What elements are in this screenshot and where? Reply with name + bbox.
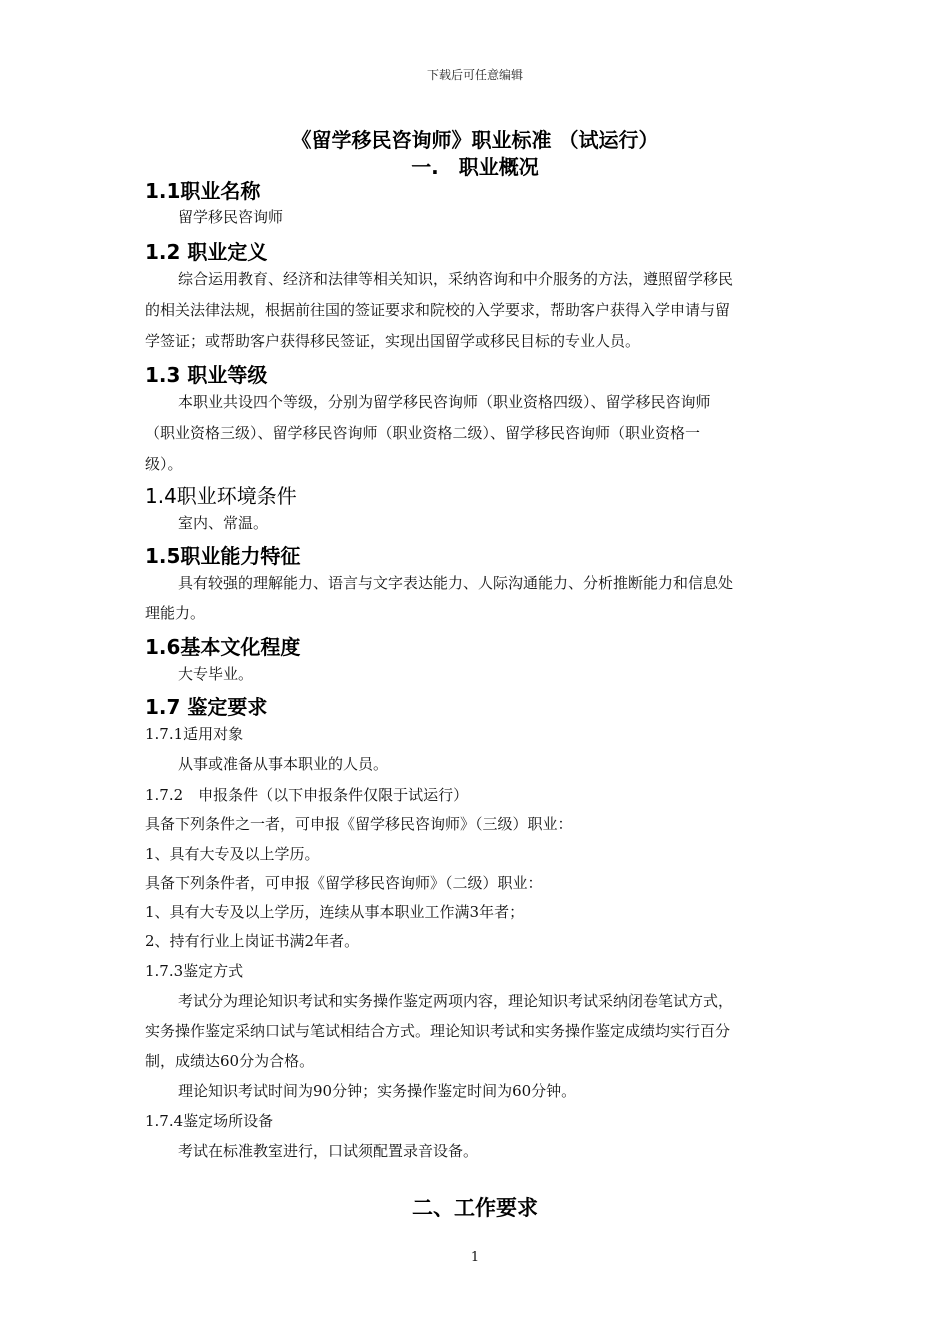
heading-1-7-1: 1.7.1适用对象	[145, 725, 244, 743]
paragraph-line: 学签证；或帮助客户获得移民签证，实现出国留学或移民目标的专业人员。	[145, 332, 641, 350]
heading-1-6: 1.6基本文化程度	[145, 635, 301, 659]
heading-1-3: 1.3 职业等级	[145, 363, 268, 387]
paragraph-line: 本职业共设四个等级，分别为留学移民咨询师（职业资格四级）、留学移民咨询师	[178, 393, 711, 411]
heading-1-5: 1.5职业能力特征	[145, 544, 301, 568]
heading-1-2: 1.2 职业定义	[145, 240, 268, 264]
heading-1-1: 1.1职业名称	[145, 179, 261, 203]
page-header: 下载后可任意编辑	[426, 68, 523, 82]
paragraph-line: （职业资格三级）、留学移民咨询师（职业资格二级）、留学移民咨询师（职业资格一	[145, 424, 701, 442]
paragraph-line: 制，成绩达60分为合格。	[145, 1052, 315, 1070]
text-1-4: 室内、常温。	[178, 514, 269, 532]
text-1-6: 大专毕业。	[178, 665, 254, 683]
heading-1-7-2: 1.7.2 申报条件（以下申报条件仅限于试运行）	[145, 786, 469, 804]
heading-1-7-3: 1.7.3鉴定方式	[145, 962, 244, 980]
section-2-title: 二、工作要求	[412, 1196, 538, 1220]
paragraph-line: 2、持有行业上岗证书满2年者。	[145, 932, 360, 950]
text-1-7-4: 考试在标准教室进行，口试须配置录音设备。	[178, 1142, 479, 1160]
paragraph-line: 理论知识考试时间为90分钟；实务操作鉴定时间为60分钟。	[178, 1082, 577, 1100]
document-title: 《留学移民咨询师》职业标准 （试运行）	[291, 128, 659, 152]
paragraph-line: 考试分为理论知识考试和实务操作鉴定两项内容，理论知识考试采纳闭卷笔试方式，	[178, 992, 734, 1010]
text-1-1: 留学移民咨询师	[178, 208, 284, 226]
paragraph-line: 实务操作鉴定采纳口试与笔试相结合方式。理论知识考试和实务操作鉴定成绩均实行百分	[145, 1022, 731, 1040]
heading-1-4: 1.4职业环境条件	[145, 484, 297, 508]
paragraph-line: 1、具有大专及以上学历，连续从事本职业工作满3年者；	[145, 903, 525, 921]
paragraph-line: 具备下列条件之一者，可申报《留学移民咨询师》（三级）职业：	[145, 815, 573, 833]
page-number: 1	[470, 1250, 480, 1265]
heading-1-7-4: 1.7.4鉴定场所设备	[145, 1112, 274, 1130]
paragraph-line: 具备下列条件者，可申报《留学移民咨询师》（二级）职业：	[145, 874, 543, 892]
heading-1-7: 1.7 鉴定要求	[145, 695, 268, 719]
paragraph-line: 1、具有大专及以上学历。	[145, 845, 320, 863]
paragraph-line: 具有较强的理解能力、语言与文字表达能力、人际沟通能力、分析推断能力和信息处	[178, 574, 734, 592]
paragraph-line: 综合运用教育、经济和法律等相关知识，采纳咨询和中介服务的方法，遵照留学移民	[178, 270, 734, 288]
section-1-title: 一. 职业概况	[411, 155, 539, 179]
text-1-7-1: 从事或准备从事本职业的人员。	[178, 755, 389, 773]
paragraph-line: 级）。	[145, 455, 183, 473]
paragraph-line: 理能力。	[145, 604, 206, 622]
paragraph-line: 的相关法律法规，根据前往国的签证要求和院校的入学要求，帮助客户获得入学申请与留	[145, 301, 731, 319]
